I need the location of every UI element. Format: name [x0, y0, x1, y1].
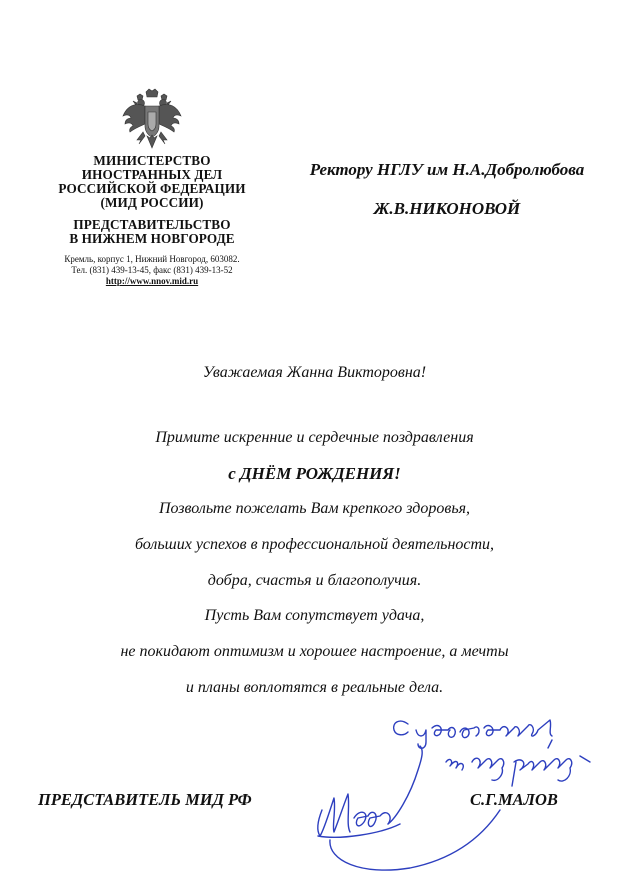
- addressee-line-1: Ректору НГЛУ им Н.А.Добролюбова: [309, 160, 585, 179]
- letter-body: [0, 426, 629, 712]
- body-line: добра, счастья и благополучия.: [207, 571, 422, 589]
- signatory-name: С.Г.МАЛОВ: [470, 790, 558, 809]
- letterhead: [28, 88, 276, 287]
- org-line-1: МИНИСТЕРСТВО: [93, 153, 211, 168]
- body-line: Примите искренние и сердечные поздравления: [155, 429, 474, 446]
- addressee: [282, 158, 612, 221]
- org-line-2: ИНОСТРАННЫХ ДЕЛ: [81, 167, 223, 182]
- letterhead-phones: Тел. (831) 439-13-45, факс (831) 439-13-52: [71, 265, 233, 275]
- signatory-title: ПРЕДСТАВИТЕЛЬ МИД РФ: [38, 790, 252, 809]
- office-line-1: ПРЕДСТАВИТЕЛЬСТВО: [73, 217, 231, 232]
- body-line-birthday: с ДНЁМ РОЖДЕНИЯ!: [228, 463, 401, 483]
- letterhead-address: Кремль, корпус 1, Нижний Новгород, 603082.: [64, 254, 240, 264]
- handwritten-signature-icon: [300, 700, 620, 880]
- org-line-4: (МИД РОССИИ): [100, 195, 204, 210]
- office-line-2: В НИЖНЕМ НОВГОРОДЕ: [69, 231, 235, 246]
- double-headed-eagle-emblem-icon: [121, 88, 183, 152]
- org-line-3: РОССИЙСКОЙ ФЕДЕРАЦИИ: [58, 181, 246, 196]
- body-line: не покидают оптимизм и хорошее настроение, а мечты: [120, 643, 509, 661]
- body-line: и планы воплотятся в реальные дела.: [185, 678, 444, 696]
- addressee-line-2: Ж.В.НИКОНОВОЙ: [373, 199, 521, 218]
- body-line: Пусть Вам сопутствует удача,: [204, 607, 425, 625]
- body-line: Позвольте пожелать Вам крепкого здоровья,: [158, 500, 471, 518]
- salutation: Уважаемая Жанна Викторовна!: [202, 364, 427, 381]
- body-line: больших успехов в профессиональной деятельности,: [134, 536, 495, 554]
- letterhead-url[interactable]: http://www.nnov.mid.ru: [105, 276, 199, 286]
